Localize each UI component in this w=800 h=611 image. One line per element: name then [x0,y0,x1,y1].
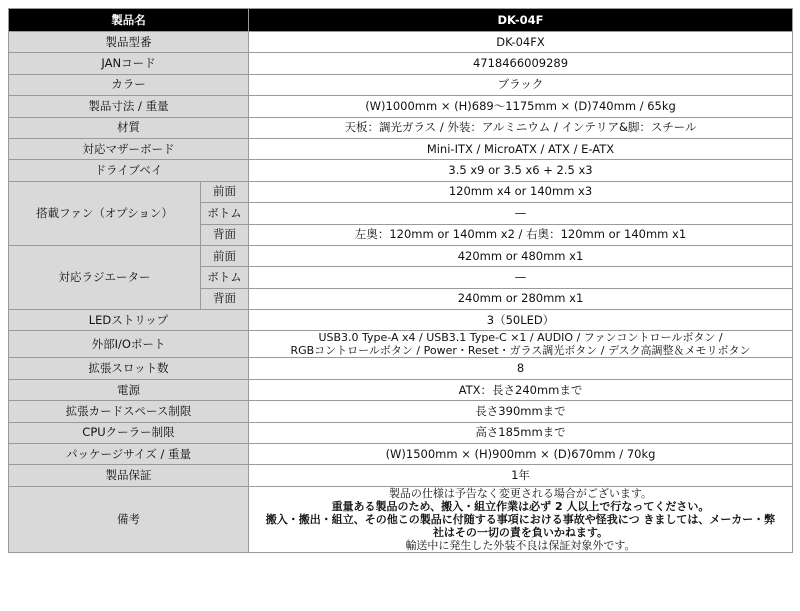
note-line: 社はその一切の責を負いかねます。 [432,525,609,539]
io-line: RGBコントロールボタン / Power・Reset・ガラス調光ボタン / デスク高調整＆メモリボタン [290,344,751,358]
radiator-bottom-value: — [249,267,793,288]
row-value: DK-04FX [249,32,793,53]
table-row [9,117,793,138]
header-value: DK-04F [249,9,793,32]
fan-bottom-label: ボトム [201,203,249,224]
radiator-front-value: 420mm or 480mm x1 [249,245,793,266]
io-line: USB3.0 Type-A x4 / USB3.1 Type-C ×1 / AUDIO / ファンコントロールボタン / [318,331,723,345]
table-row [9,401,793,422]
table-row [9,138,793,159]
row-label: 製品型番 [9,32,249,53]
row-label: 拡張スロット数 [9,358,249,379]
table-row [9,486,793,552]
io-ports-value [249,331,793,358]
row-value: (W)1000mm × (H)689～1175mm × (D)740mm / 65kg [249,96,793,117]
note-line: 輸送中に発生した外装不良は保証対象外です。 [405,538,636,552]
row-value: 1年 [249,465,793,486]
table-row [9,465,793,486]
fan-rear-label: 背面 [201,224,249,245]
row-label: 製品寸法 / 重量 [9,96,249,117]
row-value: Mini-ITX / MicroATX / ATX / E-ATX [249,138,793,159]
header-label: 製品名 [9,9,249,32]
fan-group-label: 搭載ファン（オプション） [9,181,201,245]
radiator-rear-value: 240mm or 280mm x1 [249,288,793,309]
table-row [9,32,793,53]
row-value: 高さ185mmまで [249,422,793,443]
row-value: 天板：調光ガラス / 外装：アルミニウム / インテリア&脚：スチール [249,117,793,138]
table-row [9,422,793,443]
radiator-rear-label: 背面 [201,288,249,309]
table-row [9,358,793,379]
row-label: 製品保証 [9,465,249,486]
table-row [9,96,793,117]
row-value: 長さ390mmまで [249,401,793,422]
table-row [9,245,793,266]
row-value: ブラック [249,74,793,95]
table-row [9,53,793,74]
table-row [9,379,793,400]
table-header-row [9,9,793,32]
fan-front-value: 120mm x4 or 140mm x3 [249,181,793,202]
row-label: パッケージサイズ / 重量 [9,444,249,465]
row-label: 拡張カードスペース制限 [9,401,249,422]
row-value: (W)1500mm × (H)900mm × (D)670mm / 70kg [249,444,793,465]
table-row [9,160,793,181]
row-label: ドライブベイ [9,160,249,181]
radiator-front-label: 前面 [201,245,249,266]
radiator-bottom-label: ボトム [201,267,249,288]
fan-bottom-value: — [249,203,793,224]
spec-table [8,8,793,553]
table-row [9,444,793,465]
table-row [9,181,793,202]
row-label: 外部I/Oポート [9,331,249,358]
row-value: ATX：長さ240mmまで [249,379,793,400]
radiator-group-label: 対応ラジエーター [9,245,201,309]
note-line: 搬入・搬出・組立、その他この製品に付随する事項における事故や怪我につ きましては、メーカー・弊 [265,512,776,526]
row-value: 3.5 x9 or 3.5 x6 + 2.5 x3 [249,160,793,181]
note-line: 重量ある製品のため、搬入・組立作業は必ず 2 人以上で行なってください。 [331,499,710,513]
row-label: 電源 [9,379,249,400]
fan-front-label: 前面 [201,181,249,202]
row-label: 材質 [9,117,249,138]
table-row [9,331,793,358]
row-label: JANコード [9,53,249,74]
fan-rear-value: 左奥：120mm or 140mm x2 / 右奥：120mm or 140mm x1 [249,224,793,245]
row-value: 4718466009289 [249,53,793,74]
row-label: LEDストリップ [9,310,249,331]
row-label: カラー [9,74,249,95]
row-label: CPUクーラー制限 [9,422,249,443]
notes-value [249,486,793,552]
row-label: 備考 [9,486,249,552]
table-row [9,310,793,331]
table-row [9,74,793,95]
row-label: 対応マザーボード [9,138,249,159]
note-line: 製品の仕様は予告なく変更される場合がございます。 [388,486,653,500]
row-value: 8 [249,358,793,379]
row-value: 3（50LED） [249,310,793,331]
